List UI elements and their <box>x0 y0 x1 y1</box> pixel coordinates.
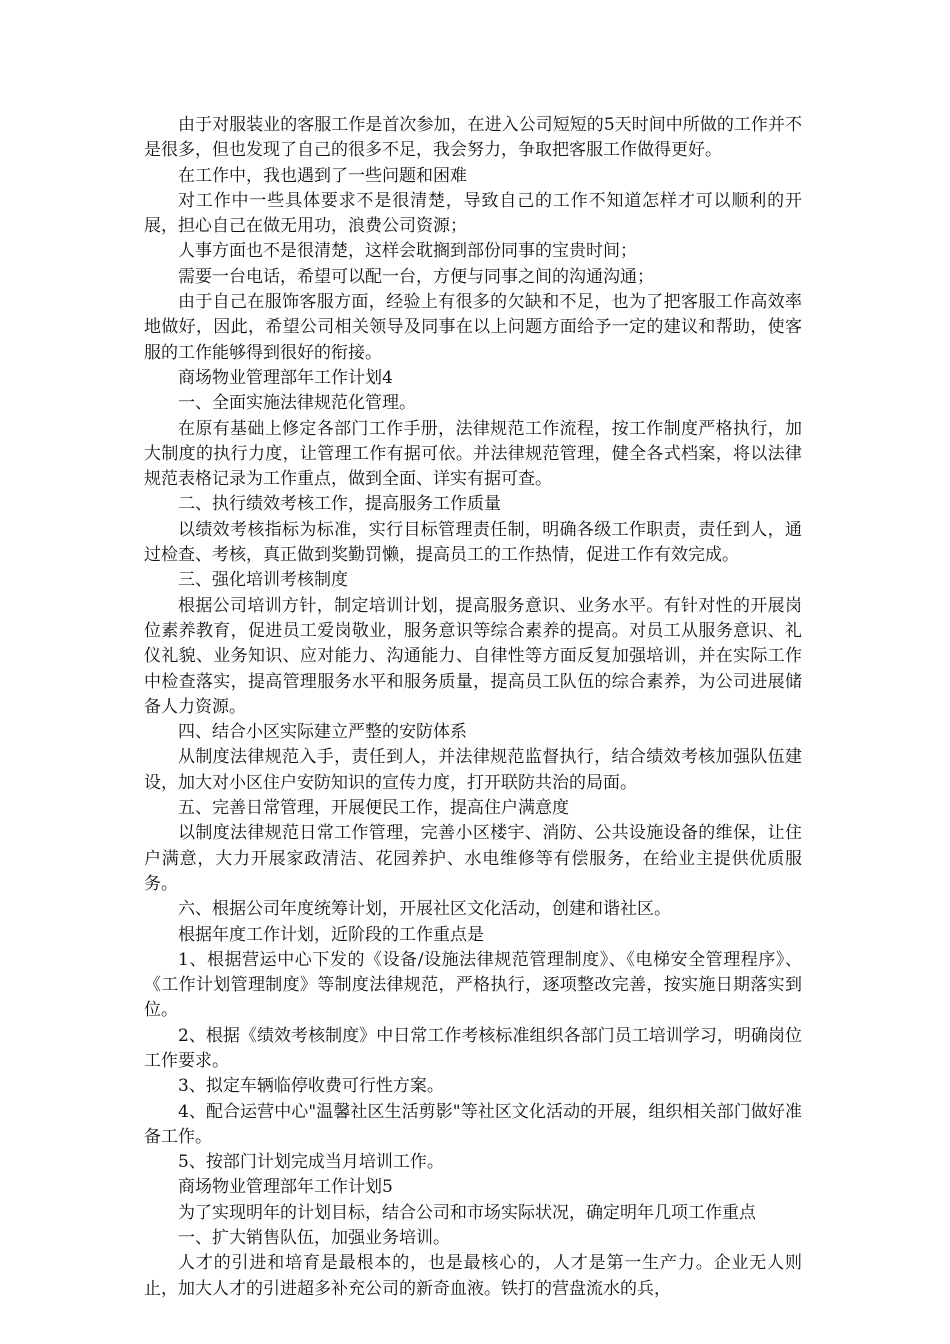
list-item: 5、按部门计划完成当月培训工作。 <box>178 1152 444 1173</box>
paragraph: 根据公司培训方针，制定培训计划，提高服务意识、业务水平。有针对性的开展岗位素养教育，促进员工爱岗敬业，服务意识等综合素养的提高。对员工从服务意识、礼仪礼貌、业务知识、应对能力、沟通能力、自律性等方面反复加强培训，并在实际工作中检查落实，提高管理服务水平和服务质量，提高员工队伍的综合素养，为公司进展储备人力资源。 <box>144 595 802 717</box>
list-item: 4、配合运营中心"温馨社区生活剪影"等社区文化活动的开展，组织相关部门做好准备工作。 <box>144 1101 802 1147</box>
list-item: 3、拟定车辆临停收费可行性方案。 <box>178 1076 444 1097</box>
document-body <box>144 113 802 1302</box>
paragraph: 以绩效考核指标为标准，实行目标管理责任制，明确各级工作职责，责任到人，通过检查、考核，真正做到奖勤罚懒，提高员工的工作热情，促进工作有效完成。 <box>144 519 802 566</box>
list-item: 1、根据营运中心下发的《设备/设施法律规范管理制度》、《电梯安全管理程序》、《工作计划管理制度》等制度法律规范，严格执行，逐项整改完善，按实施日期落实到位。 <box>144 949 802 1021</box>
subheading: 一、扩大销售队伍，加强业务培训。 <box>178 1228 450 1249</box>
subheading: 六、根据公司年度统筹计划，开展社区文化活动，创建和谐社区。 <box>178 899 671 920</box>
paragraph: 人才的引进和培育是最根本的，也是最核心的，人才是第一生产力。企业无人则止，加大人才的引进超多补充公司的新奇血液。铁打的营盘流水的兵， <box>144 1253 802 1299</box>
paragraph: 为了实现明年的计划目标，结合公司和市场实际状况，确定明年几项工作重点 <box>178 1202 756 1223</box>
paragraph: 由于对服装业的客服工作是首次参加，在进入公司短短的5天时间中所做的工作并不是很多，但也发现了自己的很多不足，我会努力，争取把客服工作做得更好。 <box>144 115 802 161</box>
paragraph: 从制度法律规范入手，责任到人，并法律规范监督执行，结合绩效考核加强队伍建设，加大对小区住户安防知识的宣传力度，打开联防共治的局面。 <box>144 747 802 793</box>
subheading: 二、执行绩效考核工作，提高服务工作质量 <box>178 494 501 515</box>
subheading: 一、全面实施法律规范化管理。 <box>178 393 416 414</box>
paragraph: 在原有基础上修定各部门工作手册，法律规范工作流程，按工作制度严格执行，加大制度的执行力度，让管理工作有据可依。并法律规范管理，健全各式档案，将以法律规范表格记录为工作重点，做到全面、详实有据可查。 <box>144 418 802 490</box>
paragraph: 人事方面也不是很清楚，这样会耽搁到部份同事的宝贵时间； <box>178 241 637 262</box>
subheading: 三、强化培训考核制度 <box>178 570 348 591</box>
paragraph: 以制度法律规范日常工作管理，完善小区楼宇、消防、公共设施设备的维保，让住户满意，大力开展家政清洁、花园养护、水电维修等有偿服务，在给业主提供优质服务。 <box>144 823 802 894</box>
list-item: 2、根据《绩效考核制度》中日常工作考核标准组织各部门员工培训学习，明确岗位工作要求。 <box>144 1025 802 1071</box>
section-heading: 商场物业管理部年工作计划5 <box>178 1177 393 1198</box>
subheading: 四、结合小区实际建立严整的安防体系 <box>178 722 467 743</box>
subheading: 五、完善日常管理，开展便民工作，提高住户满意度 <box>178 798 569 819</box>
paragraph: 在工作中，我也遇到了一些问题和困难 <box>178 165 467 186</box>
paragraph: 由于自己在服饰客服方面，经验上有很多的欠缺和不足，也为了把客服工作高效率地做好，因此，希望公司相关领导及同事在以上问题方面给予一定的建议和帮助，使客服的工作能够得到很好的衔接。 <box>144 292 802 363</box>
section-heading: 商场物业管理部年工作计划4 <box>178 367 393 388</box>
paragraph: 对工作中一些具体要求不是很清楚，导致自己的工作不知道怎样才可以顺利的开展，担心自己在做无用功，浪费公司资源； <box>144 190 802 237</box>
paragraph: 根据年度工作计划，近阶段的工作重点是 <box>178 924 484 945</box>
paragraph: 需要一台电话，希望可以配一台，方便与同事之间的沟通沟通； <box>178 266 654 287</box>
